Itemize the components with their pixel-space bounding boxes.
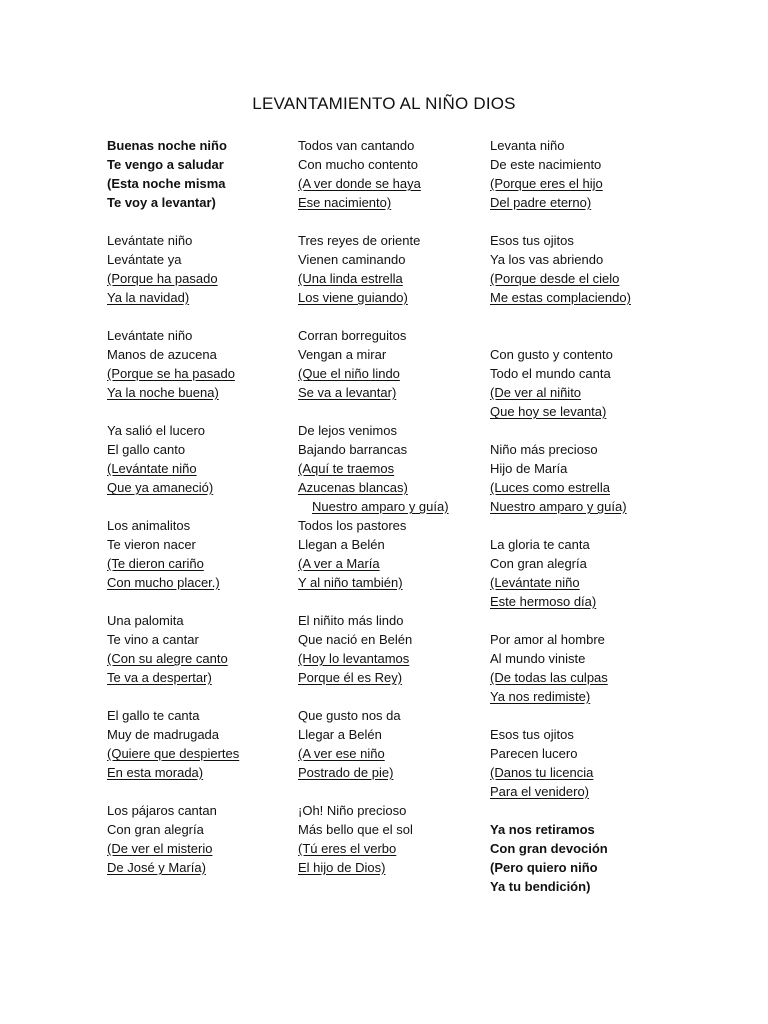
verse-line: Levanta niño: [490, 138, 565, 153]
verse-line: Que ya amaneció): [107, 480, 214, 495]
verse-line: (A ver ese niño: [298, 746, 385, 761]
verse-line: Ya los vas abriendo: [490, 252, 604, 267]
stanza: [107, 231, 297, 307]
stanza: [490, 820, 680, 896]
verse-line: Levántate ya: [107, 252, 182, 267]
verse-line: Porque él es Rey): [298, 670, 403, 685]
verse-line: Te vengo a saludar: [107, 157, 224, 172]
verse-line: Hijo de María: [490, 461, 568, 476]
verse-line: Ya nos retiramos: [490, 822, 595, 837]
verse-line: Con gran alegría: [490, 556, 587, 571]
verse-line: Todos van cantando: [298, 138, 415, 153]
verse-line: El gallo canto: [107, 442, 186, 457]
verse-line: (Con su alegre canto: [107, 651, 228, 666]
verse-line: Por amor al hombre: [490, 632, 605, 647]
verse-line: Todo el mundo canta: [490, 366, 611, 381]
verse-line: Buenas noche niño: [107, 138, 227, 153]
verse-line: Esos tus ojitos: [490, 233, 574, 248]
stanza: [107, 706, 297, 782]
verse-line: Levántate niño: [107, 233, 193, 248]
verse-line: Más bello que el sol: [298, 822, 413, 837]
verse-line: Al mundo viniste: [490, 651, 586, 666]
verse-line: Ese nacimiento): [298, 195, 392, 210]
verse-line: Nuestro amparo y guía): [490, 499, 627, 514]
stanza: [298, 611, 488, 687]
verse-line: Parecen lucero: [490, 746, 578, 761]
verse-line: Con mucho placer.): [107, 575, 220, 590]
verse-line: ¡Oh! Niño precioso: [298, 803, 407, 818]
stanza: [490, 345, 680, 421]
verse-line: De José y María): [107, 860, 206, 875]
verse-line: De lejos venimos: [298, 423, 397, 438]
page-title: LEVANTAMIENTO AL NIÑO DIOS: [252, 94, 516, 113]
verse-line: Corran borreguitos: [298, 328, 407, 343]
stanza: [107, 516, 297, 592]
verse-line: Levántate niño: [107, 328, 193, 343]
stanza: [298, 421, 488, 516]
stanza: [490, 725, 680, 801]
stanza: [107, 611, 297, 687]
verse-line: Que hoy se levanta): [490, 404, 607, 419]
stanza: [298, 326, 488, 402]
verse-line: (De ver al niñito: [490, 385, 582, 400]
verse-line: El niñito más lindo: [298, 613, 404, 628]
verse-line: (A ver a María: [298, 556, 380, 571]
verse-line: Los pájaros cantan: [107, 803, 217, 818]
verse-line: Ya tu bendición): [490, 879, 591, 894]
stanza: [107, 136, 297, 212]
stanza: [490, 535, 680, 611]
verse-line: Te va a despertar): [107, 670, 212, 685]
verse-line: Postrado de pie): [298, 765, 394, 780]
verse-line: Una palomita: [107, 613, 184, 628]
stanza: [490, 231, 680, 307]
verse-line: Con gran devoción: [490, 841, 608, 856]
verse-line: (Danos tu licencia: [490, 765, 594, 780]
verse-line: (Tú eres el verbo: [298, 841, 397, 856]
stanza: [298, 801, 488, 877]
verse-line: Ya nos redimiste): [490, 689, 591, 704]
verse-line: (Porque ha pasado: [107, 271, 218, 286]
verse-line: De este nacimiento: [490, 157, 602, 172]
verse-line: (Hoy lo levantamos: [298, 651, 410, 666]
verse-line: (Porque desde el cielo: [490, 271, 620, 286]
column-3: [490, 136, 680, 896]
verse-line: (Luces como estrella: [490, 480, 610, 495]
stanza: [107, 421, 297, 497]
verse-line: Que gusto nos da: [298, 708, 401, 723]
verse-line: El hijo de Dios): [298, 860, 386, 875]
verse-line: Del padre eterno): [490, 195, 592, 210]
verse-line: (A ver donde se haya: [298, 176, 421, 191]
stanza: [298, 136, 488, 212]
verse-line: (Te dieron cariño: [107, 556, 204, 571]
verse-line: Esos tus ojitos: [490, 727, 574, 742]
verse-line: (De todas las culpas: [490, 670, 608, 685]
stanza: [490, 630, 680, 706]
verse-line: Muy de madrugada: [107, 727, 220, 742]
verse-line: Llegan a Belén: [298, 537, 385, 552]
verse-line: (Porque eres el hijo: [490, 176, 603, 191]
verse-line: Que nació en Belén: [298, 632, 413, 647]
stanza: [298, 231, 488, 307]
verse-line: Todos los pastores: [298, 518, 407, 533]
verse-line: Se va a levantar): [298, 385, 397, 400]
verse-line: En esta morada): [107, 765, 204, 780]
stanza: [490, 440, 680, 516]
verse-line: Los viene guiando): [298, 290, 408, 305]
verse-line: (Aquí te traemos: [298, 461, 395, 476]
verse-line: Vienen caminando: [298, 252, 406, 267]
column-2: [298, 136, 488, 877]
verse-line: Los animalitos: [107, 518, 191, 533]
verse-line: Niño más precioso: [490, 442, 598, 457]
verse-line: Ya la navidad): [107, 290, 190, 305]
verse-line: Y al niño también): [298, 575, 403, 590]
verse-line: Llegar a Belén: [298, 727, 382, 742]
verse-line: Ya salió el lucero: [107, 423, 206, 438]
verse-line: Ya la noche buena): [107, 385, 219, 400]
verse-line: Con gran alegría: [107, 822, 204, 837]
stanza: [298, 516, 488, 592]
verse-line: Me estas complaciendo): [490, 290, 631, 305]
verse-line: Con mucho contento: [298, 157, 418, 172]
verse-line: (Pero quiero niño: [490, 860, 598, 875]
verse-line: Vengan a mirar: [298, 347, 387, 362]
stanza: [298, 706, 488, 782]
verse-line: (Levántate niño: [490, 575, 580, 590]
verse-line-overflow: Nuestro amparo y guía): [312, 499, 449, 514]
stanza: [107, 801, 297, 877]
verse-line: (Esta noche misma: [107, 176, 226, 191]
verse-line: (Levántate niño: [107, 461, 197, 476]
verse-line: Te vino a cantar: [107, 632, 199, 647]
verse-line: (Que el niño lindo: [298, 366, 400, 381]
verse-line: El gallo te canta: [107, 708, 200, 723]
verse-line: (De ver el misterio: [107, 841, 213, 856]
verse-line: Con gusto y contento: [490, 347, 613, 362]
verse-line: Te voy a levantar): [107, 195, 216, 210]
verse-line: (Porque se ha pasado: [107, 366, 235, 381]
verse-line: (Una linda estrella: [298, 271, 403, 286]
stanza: [490, 136, 680, 212]
verse-line: Azucenas blancas): [298, 480, 408, 495]
stanza: [107, 326, 297, 402]
verse-line: Te vieron nacer: [107, 537, 196, 552]
verse-line: La gloria te canta: [490, 537, 590, 552]
verse-line: Bajando barrancas: [298, 442, 408, 457]
verse-line: Manos de azucena: [107, 347, 217, 362]
verse-line: Tres reyes de oriente: [298, 233, 421, 248]
verse-line: (Quiere que despiertes: [107, 746, 240, 761]
column-1: [107, 136, 297, 877]
verse-line: Este hermoso día): [490, 594, 597, 609]
verse-line: Para el venidero): [490, 784, 589, 799]
